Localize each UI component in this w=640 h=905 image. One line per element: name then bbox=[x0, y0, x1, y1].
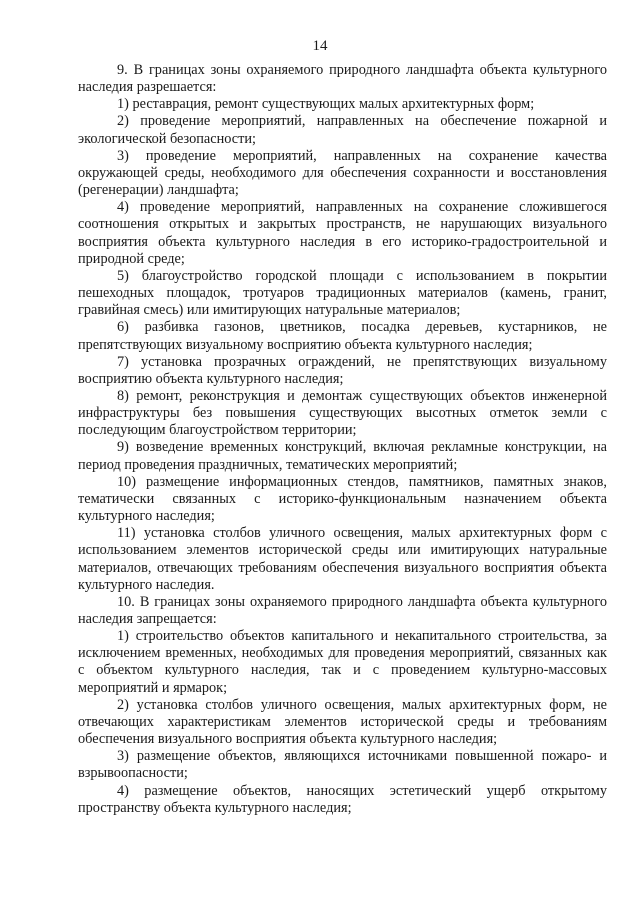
paragraph: 8) ремонт, реконструкция и демонтаж существующих объектов инженерной инфраструктуры без повышения существующих высотных отметок земли с последующим благоустройством территории; bbox=[78, 387, 607, 439]
document-body bbox=[78, 62, 607, 817]
paragraph: 7) установка прозрачных ограждений, не препятствующих визуальному восприятию объекта культурного наследия; bbox=[78, 353, 607, 387]
paragraph: 3) размещение объектов, являющихся источниками повышенной пожаро- и взрывоопасности; bbox=[78, 748, 607, 782]
paragraph: 6) разбивка газонов, цветников, посадка деревьев, кустарников, не препятствующих визуальному восприятию объекта культурного наследия; bbox=[78, 319, 607, 353]
page-number: 14 bbox=[312, 38, 328, 54]
paragraph: 1) реставрация, ремонт существующих малых архитектурных форм; bbox=[117, 96, 535, 113]
paragraph: 4) проведение мероприятий, направленных на сохранение сложившегося соотношения открытых и закрытых пространств, не нарушающих визуального восприятия объекта культурного наследия в его историко-градостроительной и природной среде; bbox=[78, 199, 607, 267]
paragraph: 11) установка столбов уличного освещения, малых архитектурных форм с использованием элементов исторической среды или имитирующих натуральные материалов, отвечающих требованиям обеспечения визуального восприятия объекта культурного наследия. bbox=[78, 525, 607, 593]
paragraph: 4) размещение объектов, наносящих эстетический ущерб открытому пространству объекта культурного наследия; bbox=[78, 782, 607, 816]
paragraph: 10) размещение информационных стендов, памятников, памятных знаков, тематически связанных с историко-функциональным назначением объекта культурного наследия; bbox=[78, 473, 607, 525]
paragraph: 9) возведение временных конструкций, включая рекламные конструкции, на период проведения праздничных, тематических мероприятий; bbox=[78, 439, 607, 473]
paragraph: 2) установка столбов уличного освещения, малых архитектурных форм, не отвечающих характеристикам элементов исторической среды и требованиям обеспечения визуального восприятия объекта культурного наследия; bbox=[78, 696, 607, 748]
paragraph: 3) проведение мероприятий, направленных на сохранение качества окружающей среды, необходимого для обеспечения сохранности и восстановления (регенерации) ландшафта; bbox=[78, 147, 607, 199]
paragraph: 5) благоустройство городской площади с использованием в покрытии пешеходных площадок, тротуаров традиционных материалов (камень, гранит, гравийная смесь) или имитирующих натуральные материалов; bbox=[78, 267, 607, 319]
paragraph: 1) строительство объектов капитального и некапитального строительства, за исключением временных, необходимых для проведения мероприятий, связанных как с объектом культурного наследия, так и с проведением культурно-массовых мероприятий и ярмарок; bbox=[78, 628, 607, 696]
paragraph: 2) проведение мероприятий, направленных на обеспечение пожарной и экологической безопасности; bbox=[78, 113, 607, 147]
paragraph: 10. В границах зоны охраняемого природного ландшафта объекта культурного наследия запрещается: bbox=[78, 593, 607, 627]
paragraph: 9. В границах зоны охраняемого природного ландшафта объекта культурного наследия разрешается: bbox=[78, 62, 607, 96]
